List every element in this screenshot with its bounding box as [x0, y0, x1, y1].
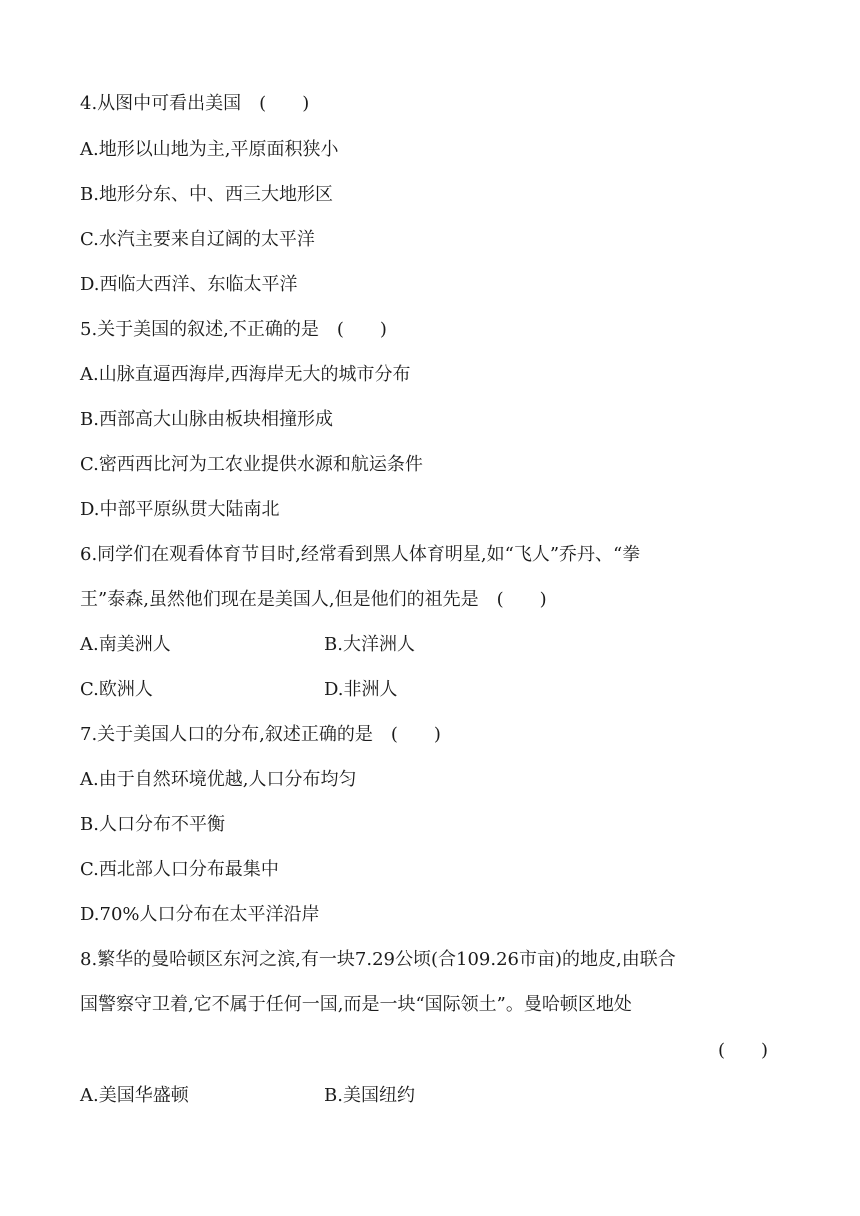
question-4-stem: 4.从图中可看出美国 ( ) — [80, 93, 310, 114]
question-4-option-a: A.地形以山地为主,平原面积狭小 — [80, 139, 339, 160]
question-4-option-b: B.地形分东、中、西三大地形区 — [80, 184, 333, 205]
question-5-option-b: B.西部高大山脉由板块相撞形成 — [80, 409, 333, 430]
question-7-option-c: C.西北部人口分布最集中 — [80, 859, 279, 880]
question-5-stem: 5.关于美国的叙述,不正确的是 ( ) — [80, 319, 387, 340]
question-5-option-a: A.山脉直逼西海岸,西海岸无大的城市分布 — [80, 364, 411, 385]
question-4-option-c: C.水汽主要来自辽阔的太平洋 — [80, 229, 315, 250]
question-8-stem-line-2: 国警察守卫着,它不属于任何一国,而是一块“国际领土”。曼哈顿区地处 — [80, 994, 632, 1015]
question-7-option-a: A.由于自然环境优越,人口分布均匀 — [80, 769, 357, 790]
question-8-option-a: A.美国华盛顿 — [80, 1085, 189, 1106]
question-6-stem-line-1: 6.同学们在观看体育节目时,经常看到黑人体育明星,如“飞人”乔丹、“拳 — [80, 544, 641, 565]
question-8-option-b: B.美国纽约 — [324, 1085, 415, 1106]
question-8-stem-line-1: 8.繁华的曼哈顿区东河之滨,有一块7.29公顷(合109.26市亩)的地皮,由联合 — [80, 949, 676, 970]
question-4-option-d: D.西临大西洋、东临太平洋 — [80, 274, 298, 295]
question-7-stem: 7.关于美国人口的分布,叙述正确的是 ( ) — [80, 724, 441, 745]
question-6-option-b: B.大洋洲人 — [324, 634, 415, 655]
question-6-option-d: D.非洲人 — [324, 679, 398, 700]
question-6-option-c: C.欧洲人 — [80, 679, 153, 700]
question-6-option-a: A.南美洲人 — [80, 634, 171, 655]
question-7-option-d: D.70%人口分布在太平洋沿岸 — [80, 904, 320, 925]
question-5-option-c: C.密西西比河为工农业提供水源和航运条件 — [80, 454, 423, 475]
question-7-option-b: B.人口分布不平衡 — [80, 814, 225, 835]
question-5-option-d: D.中部平原纵贯大陆南北 — [80, 499, 280, 520]
question-8-answer-blank: ( ) — [718, 1040, 769, 1061]
question-6-stem-line-2: 王”泰森,虽然他们现在是美国人,但是他们的祖先是 ( ) — [80, 589, 547, 610]
